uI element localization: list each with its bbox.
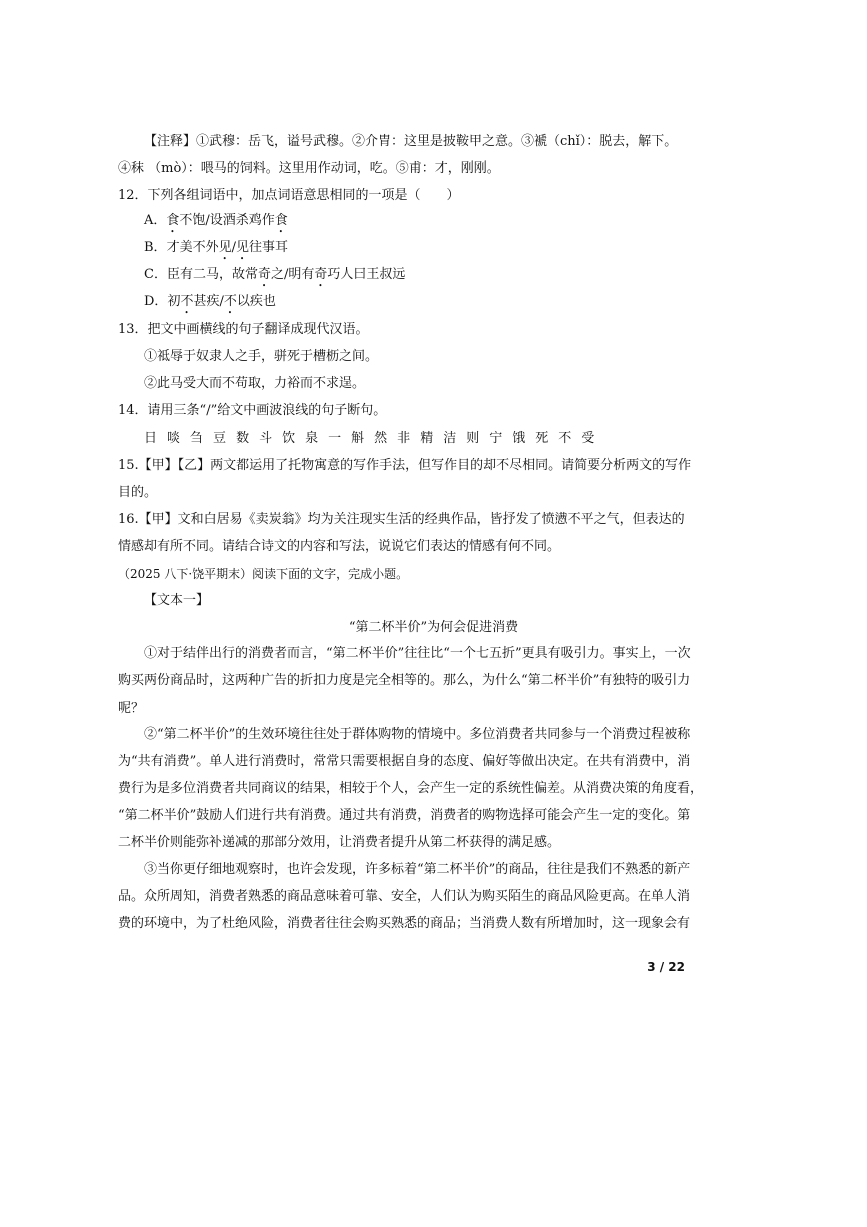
question-16-line-1: 16.【甲】文和白居易《卖炭翁》均为关注现实生活的经典作品，皆抒发了愤懑不平之气，但表达的 — [118, 512, 685, 527]
option-b: B．才美不外见/见往事耳 — [144, 240, 289, 255]
para3-line-2: 品。众所周知，消费者熟悉的商品意味着可靠、安全，人们认为购买陌生的商品风险更高。在单人消 — [118, 889, 691, 904]
option-c: C．臣有二马，故常奇之/明有奇巧人曰王叔远 — [144, 267, 406, 282]
dotted-word: 见 — [235, 240, 249, 255]
question-12-stem: 12．下列各组词语中，加点词语意思相同的一项是（ ） — [118, 188, 460, 203]
para2-line-3: 费行为是多位消费者共同商议的结果，相较于个人，会产生一定的系统性偏差。从消费决策的角度看， — [118, 781, 704, 796]
article-title: “第二杯半价”为何会促进消费 — [348, 620, 519, 635]
dotted-word: 不 — [180, 294, 194, 309]
para2-line-4: “第二杯半价”鼓励人们进行共有消费。通过共有消费，消费者的购物选择可能会产生一定的变化。第 — [118, 808, 691, 823]
para2-line-2: 为“共有消费”。单人进行消费时，常常只需要根据自身的态度、偏好等做出决定。在共有消费中，消 — [118, 754, 691, 769]
para2-line-1: ②“第二杯半价”的生效环境往往处于群体购物的情境中。多位消费者共同参与一个消费过程被称 — [144, 727, 691, 742]
option-a: A．食不饱/设酒杀鸡作食 — [144, 213, 288, 228]
question-13-sentence-2: ②此马受大而不苟取，力裕而不求逞。 — [144, 376, 366, 391]
question-13-stem: 13．把文中画横线的句子翻译成现代汉语。 — [118, 322, 369, 337]
option-d: D．初不甚疾/不以疾也 — [144, 294, 276, 309]
dotted-word: 奇 — [314, 267, 328, 282]
question-14-char-sequence: 日 啖 刍 豆 数 斗 饮 泉 一 斛 然 非 精 洁 则 宁 饿 死 不 受 — [144, 431, 595, 446]
para2-line-5: 二杯半价则能弥补递减的那部分效用，让消费者提升从第二杯获得的满足感。 — [118, 835, 561, 850]
para1-line-3: 呢？ — [118, 701, 145, 716]
dotted-word: 见 — [218, 240, 232, 255]
para3-line-3: 费的环境中，为了杜绝风险，消费者往往会购买熟悉的商品；当消费人数有所增加时，这一现象会有 — [118, 916, 691, 931]
question-14-stem: 14．请用三条“/”给文中画波浪线的句子断句。 — [118, 403, 387, 418]
source-note: （2025 八下·饶平期末）阅读下面的文字，完成小题。 — [118, 567, 409, 581]
note-line-1: 【注释】①武穆：岳飞，谥号武穆。②介胄：这里是披鞍甲之意。③褫（chǐ）：脱去，解下。 — [144, 134, 678, 149]
question-15-line-2: 目的。 — [118, 485, 158, 500]
note-line-2: ④秣 （mò）：喂马的饲料。这里用作动词，吃。⑤甫：才，刚刚。 — [118, 161, 500, 176]
question-15-line-1: 15.【甲】【乙】两文都运用了托物寓意的写作手法，但写作目的却不尽相同。请简要分析两文的写作 — [118, 458, 692, 473]
para1-line-2: 购买两份商品时，这两种广告的折扣力度是完全相等的。那么，为什么“第二杯半价”有独特的吸引力 — [118, 673, 691, 688]
dotted-word: 食 — [274, 213, 288, 228]
text-one-label: 【文本一】 — [144, 593, 210, 608]
para1-line-1: ①对于结伴出行的消费者而言，“第二杯半价”往往比“一个七五折”更具有吸引力。事实上，一次 — [144, 646, 691, 661]
page-number: 3 / 22 — [647, 960, 685, 974]
dotted-word: 不 — [223, 294, 237, 309]
para3-line-1: ③当你更仔细地观察时，也许会发现，许多标着“第二杯半价”的商品，往往是我们不熟悉的新产 — [144, 862, 691, 877]
dotted-word: 食 — [166, 213, 180, 228]
dotted-word: 奇 — [257, 267, 271, 282]
question-16-line-2: 情感却有所不同。请结合诗文的内容和写法，说说它们表达的情感有何不同。 — [118, 539, 561, 554]
question-13-sentence-1: ①祗辱于奴隶人之手，骈死于槽枥之间。 — [144, 349, 379, 364]
